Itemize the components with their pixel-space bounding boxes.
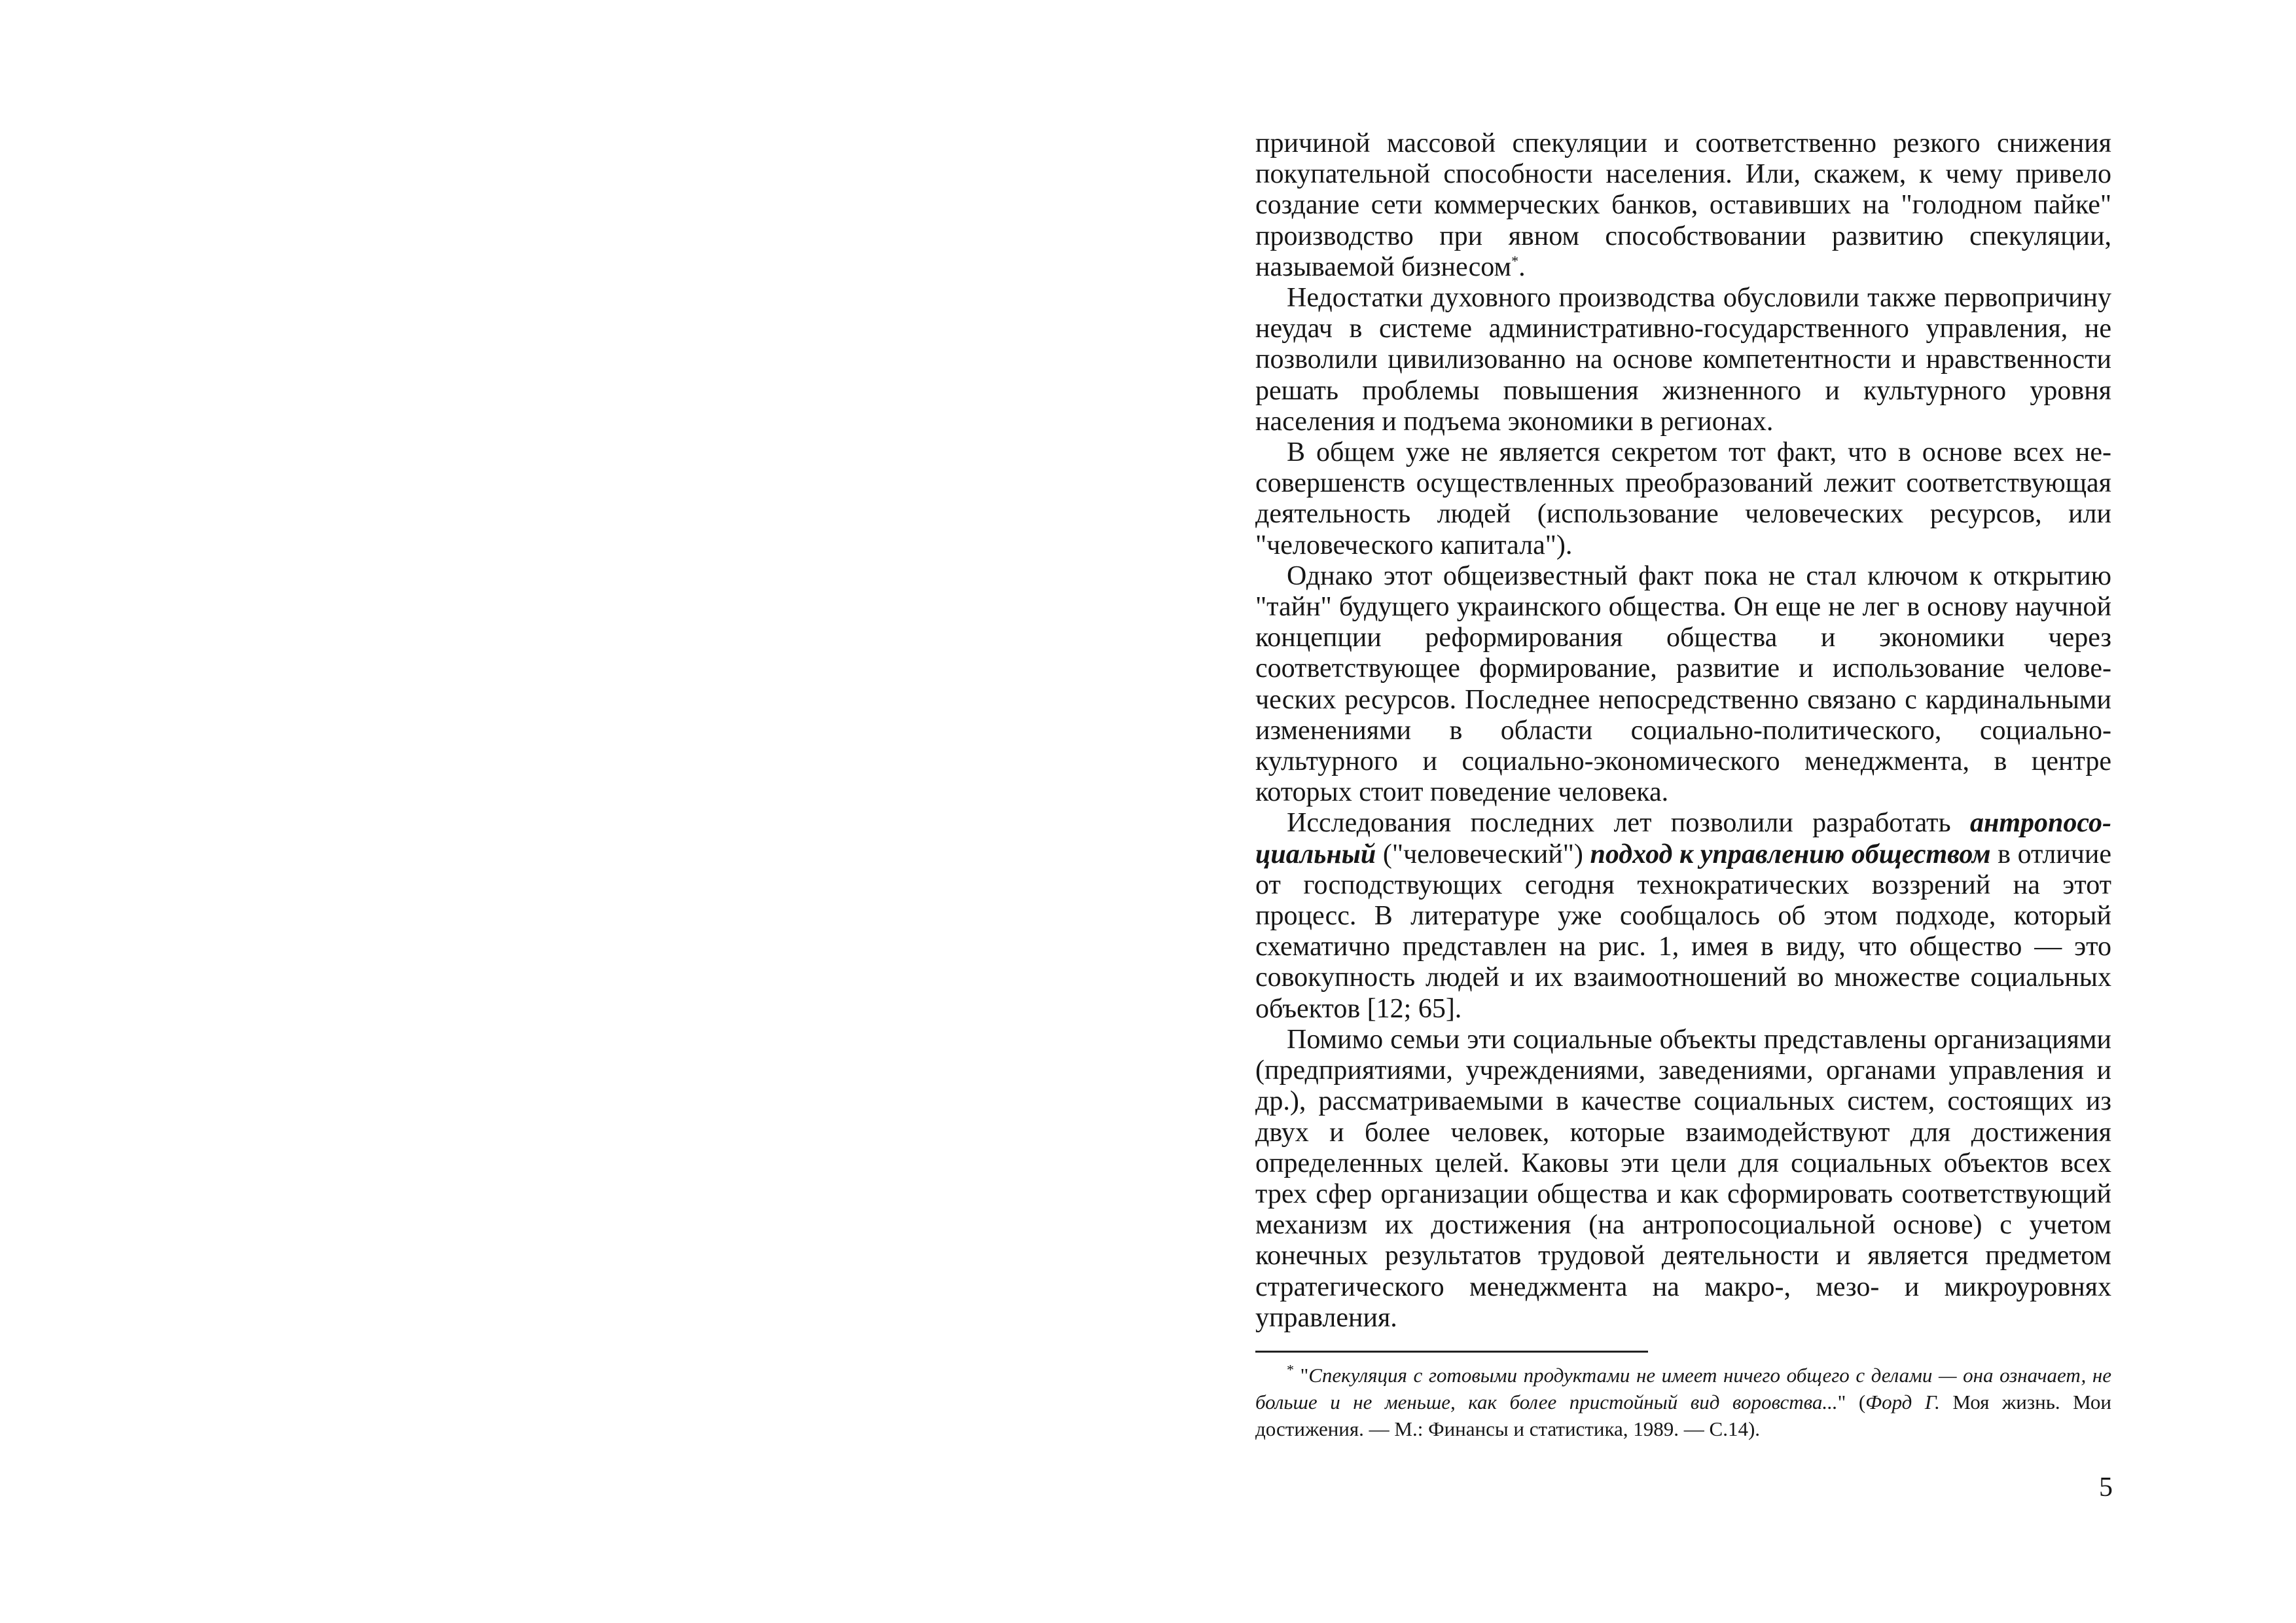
paragraph xyxy=(1255,128,2111,283)
book-page xyxy=(1255,128,2111,1442)
text-run: Исследования последних лет позволили разработать xyxy=(1287,808,1971,839)
footnote xyxy=(1255,1362,2111,1442)
text-run: " ( xyxy=(1837,1390,1866,1413)
italic-text: Спекуляция с готовыми продуктами не имеет ничего общего с делами — она означает, не больше и не меньше, как более пристойный вид воровства... xyxy=(1255,1363,2111,1413)
text-run: Недостатки духовного производства обусловили также первопричину неудач в системе административно-государственного управления, не позволили цивилизованно на основе компетентности и нравственности решать проблемы повышения жизненного и культурного уровня населения и подъема экономики в регионах. xyxy=(1255,283,2111,437)
text-run: Помимо семьи эти социальные объекты представлены организациями (предприятиями, учреждениями, заведениями, органами управления и др.), рассматриваемыми в качестве социальных систем, состоящих из двух и более человек, которые взаимодействуют для достижения определенных целей. Каковы эти цели для социальных объектов всех трех сфер организации общества и как сформировать соответствующий механизм их достижения (на антропосоциальной основе) с учетом конечных результатов трудовой деятельности и является предметом стратегического менеджмента на макро-, мезо- и микроуровнях управления. xyxy=(1255,1024,2111,1333)
text-run: В общем уже не является секретом тот факт, что в основе всех несовершенств осуществленных преобразований лежит соответствующая деятельность людей (использование человеческих ресурсов, или "человеческого капитала"). xyxy=(1255,437,2111,560)
text-run: ("человеческий") xyxy=(1376,839,1590,869)
paragraph xyxy=(1255,437,2111,561)
paragraph xyxy=(1255,283,2111,437)
emphasized-term: антропосоциальный xyxy=(1255,808,2111,869)
paragraph xyxy=(1255,808,2111,1024)
emphasized-term: подход к управлению обществом xyxy=(1590,839,1991,869)
paragraph xyxy=(1255,1025,2111,1334)
body-text xyxy=(1255,128,2111,1334)
footnote-text xyxy=(1255,1362,2111,1442)
paragraph xyxy=(1255,561,2111,809)
footnote-marker: * xyxy=(1287,1361,1294,1378)
text-run: в отличие от господствующих сегодня технократических воззрений на этот процесс. В литературе уже сообщалось об этом подходе, который схематично представлен на рис. 1, имея в виду, что общество — это совокупность людей и их взаимоотношений во множестве социальных объектов [12; 65]. xyxy=(1255,839,2111,1024)
text-run: " xyxy=(1294,1363,1309,1387)
text-run: . xyxy=(1518,251,1526,282)
italic-text: Форд Г. xyxy=(1865,1390,1940,1413)
footnote-separator xyxy=(1255,1351,1648,1353)
page-number: 5 xyxy=(2099,1472,2113,1503)
text-run: причиной массовой спекуляции и соответственно резкого снижения покупательной способности населения. Или, скажем, к чему привело создание сети коммерческих банков, оставивших на "голодном пайке" производство при явном способствовании развитию спекуляции, называемой бизнесом xyxy=(1255,128,2111,282)
text-run: Моя жизнь. Мои достижения. — М.: Финансы и статистика, 1989. — С.14). xyxy=(1255,1390,2111,1440)
footnote-marker: * xyxy=(1511,252,1519,269)
text-run: Однако этот общеизвестный факт пока не стал ключом к открытию "тайн" будущего украинского общества. Он еще не лег в основу научной концепции реформирования общества и экономики через соответствующее формирование, развитие и использование человеческих ресурсов. Последнее непосредственно связано с кардинальными изменениями в области социально-политического, социально-культурного и социально-экономического менеджмента, в центре которых стоит поведение человека. xyxy=(1255,560,2111,808)
